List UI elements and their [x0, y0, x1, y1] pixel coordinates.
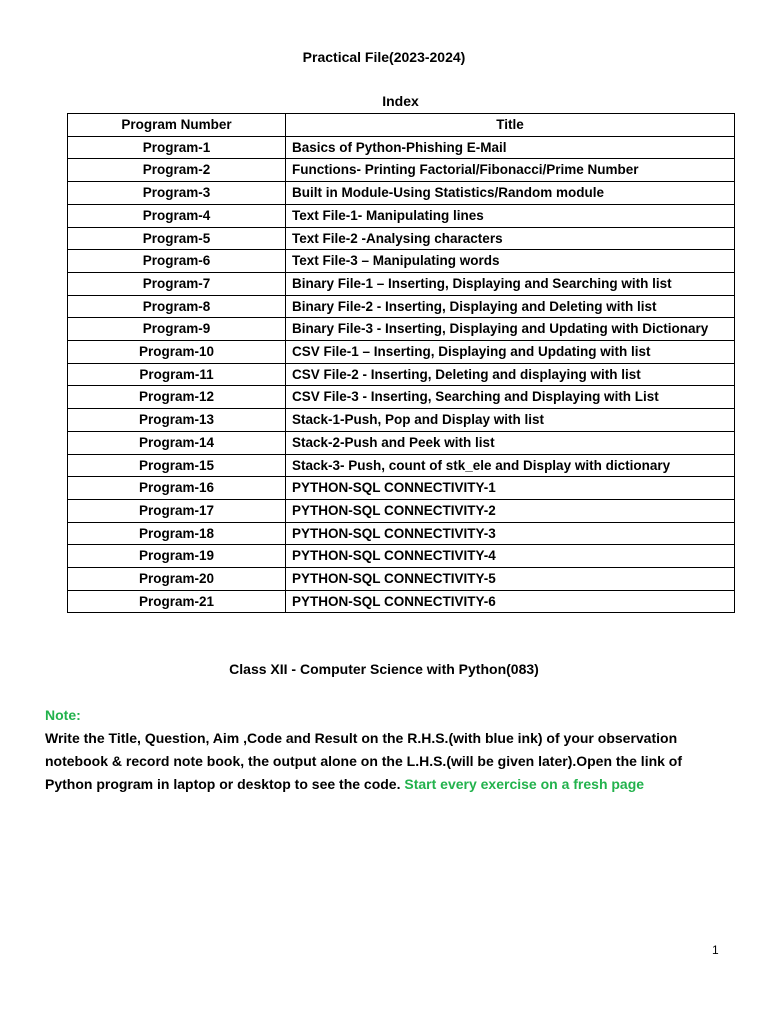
table-header-row: [68, 114, 735, 137]
program-title-cell: CSV File-2 - Inserting, Deleting and displaying with list: [286, 363, 735, 386]
table-row: [68, 522, 735, 545]
table-row: [68, 272, 735, 295]
class-line: Class XII - Computer Science with Python(083): [229, 661, 539, 677]
program-number-cell: Program-11: [68, 363, 286, 386]
program-number-cell: Program-7: [68, 272, 286, 295]
program-number-cell: Program-10: [68, 341, 286, 364]
column-header-title: Title: [286, 114, 735, 137]
table-row: [68, 545, 735, 568]
program-title-cell: Text File-1- Manipulating lines: [286, 204, 735, 227]
program-number-cell: Program-17: [68, 499, 286, 522]
program-title-cell: Stack-3- Push, count of stk_ele and Display with dictionary: [286, 454, 735, 477]
page-number: 1: [712, 943, 719, 957]
table-row: [68, 409, 735, 432]
program-number-cell: Program-9: [68, 318, 286, 341]
table-row: [68, 250, 735, 273]
program-title-cell: PYTHON-SQL CONNECTIVITY-4: [286, 545, 735, 568]
table-row: [68, 136, 735, 159]
program-title-cell: PYTHON-SQL CONNECTIVITY-1: [286, 477, 735, 500]
program-number-cell: Program-15: [68, 454, 286, 477]
program-title-cell: Text File-3 – Manipulating words: [286, 250, 735, 273]
program-number-cell: Program-20: [68, 568, 286, 591]
program-number-cell: Program-5: [68, 227, 286, 250]
note-body: Write the Title, Question, Aim ,Code and Result on the R.H.S.(with blue ink) of your observation notebook & record note book, the output alone on the L.H.S.(will be given later).Open the link of Python program in laptop or desktop to see the code.: [45, 730, 683, 792]
program-title-cell: PYTHON-SQL CONNECTIVITY-3: [286, 522, 735, 545]
table-row: [68, 341, 735, 364]
program-number-cell: Program-21: [68, 590, 286, 613]
table-row: [68, 477, 735, 500]
table-row: [68, 204, 735, 227]
program-number-cell: Program-1: [68, 136, 286, 159]
program-title-cell: CSV File-1 – Inserting, Displaying and Updating with list: [286, 341, 735, 364]
program-number-cell: Program-2: [68, 159, 286, 182]
program-title-cell: Binary File-1 – Inserting, Displaying and Searching with list: [286, 272, 735, 295]
program-title-cell: Binary File-2 - Inserting, Displaying and Deleting with list: [286, 295, 735, 318]
program-title-cell: Built in Module-Using Statistics/Random module: [286, 182, 735, 205]
program-number-cell: Program-4: [68, 204, 286, 227]
table-row: [68, 590, 735, 613]
program-index-table: [67, 113, 735, 613]
program-title-cell: Text File-2 -Analysing characters: [286, 227, 735, 250]
program-number-cell: Program-12: [68, 386, 286, 409]
program-number-cell: Program-13: [68, 409, 286, 432]
program-number-cell: Program-3: [68, 182, 286, 205]
table-row: [68, 454, 735, 477]
table-row: [68, 182, 735, 205]
table-row: [68, 386, 735, 409]
program-number-cell: Program-18: [68, 522, 286, 545]
note-label: Note:: [45, 707, 81, 723]
program-title-cell: Binary File-3 - Inserting, Displaying and Updating with Dictionary: [286, 318, 735, 341]
table-row: [68, 227, 735, 250]
program-number-cell: Program-14: [68, 431, 286, 454]
note-highlight: Start every exercise on a fresh page: [404, 776, 645, 792]
table-row: [68, 363, 735, 386]
program-number-cell: Program-16: [68, 477, 286, 500]
table-row: [68, 431, 735, 454]
program-title-cell: Stack-2-Push and Peek with list: [286, 431, 735, 454]
table-row: [68, 499, 735, 522]
program-number-cell: Program-6: [68, 250, 286, 273]
program-number-cell: Program-19: [68, 545, 286, 568]
program-title-cell: Basics of Python-Phishing E-Mail: [286, 136, 735, 159]
program-title-cell: PYTHON-SQL CONNECTIVITY-6: [286, 590, 735, 613]
table-row: [68, 295, 735, 318]
column-header-program-number: Program Number: [68, 114, 286, 137]
program-title-cell: CSV File-3 - Inserting, Searching and Displaying with List: [286, 386, 735, 409]
program-title-cell: Functions- Printing Factorial/Fibonacci/Prime Number: [286, 159, 735, 182]
program-title-cell: PYTHON-SQL CONNECTIVITY-2: [286, 499, 735, 522]
program-number-cell: Program-8: [68, 295, 286, 318]
page-title: Practical File(2023-2024): [302, 49, 466, 65]
table-row: [68, 568, 735, 591]
table-row: [68, 318, 735, 341]
program-title-cell: Stack-1-Push, Pop and Display with list: [286, 409, 735, 432]
note-block: [45, 704, 705, 796]
table-row: [68, 159, 735, 182]
program-title-cell: PYTHON-SQL CONNECTIVITY-5: [286, 568, 735, 591]
index-heading: Index: [382, 93, 419, 109]
